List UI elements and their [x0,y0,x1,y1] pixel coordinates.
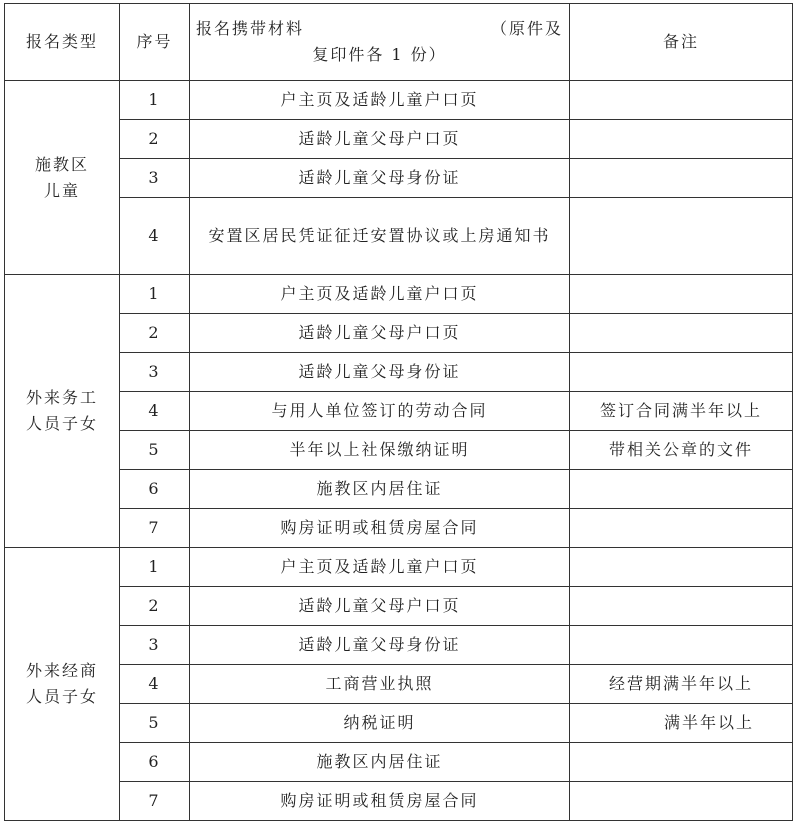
material-cell: 适龄儿童父母户口页 [190,587,570,626]
material-cell: 户主页及适龄儿童户口页 [190,548,570,587]
material-cell: 户主页及适龄儿童户口页 [190,275,570,314]
category-label: 外来务工 [25,388,98,407]
row-number: 2 [120,314,190,353]
category-cell [5,548,120,821]
row-number: 1 [120,81,190,120]
row-number: 4 [120,198,190,275]
table-row [5,470,793,509]
remark-cell: 签订合同满半年以上 [570,392,793,431]
material-cell: 半年以上社保缴纳证明 [190,431,570,470]
material-cell: 适龄儿童父母户口页 [190,120,570,159]
remark-cell [570,314,793,353]
table-row [5,353,793,392]
remark-cell [570,587,793,626]
row-number: 3 [120,159,190,198]
category-label: 外来经商 [25,661,98,680]
table-row [5,198,793,275]
row-number: 5 [120,704,190,743]
remark-cell [570,81,793,120]
table-row [5,782,793,821]
category-label: 施教区 [34,154,89,174]
remark-cell [570,275,793,314]
remark-cell [570,353,793,392]
row-number: 5 [120,431,190,470]
material-cell: 安置区居民凭证征迁安置协议或上房通知书 [190,198,570,275]
table-row [5,665,793,704]
header-remark: 备注 [570,4,793,81]
material-cell: 适龄儿童父母户口页 [190,314,570,353]
registration-materials-document [4,3,792,821]
row-number: 3 [120,353,190,392]
remark-cell: 经营期满半年以上 [570,665,793,704]
material-cell: 与用人单位签订的劳动合同 [190,392,570,431]
header-materials [190,4,570,81]
row-number: 1 [120,275,190,314]
registration-materials-table [4,3,793,821]
remark-cell [570,743,793,782]
table-row [5,275,793,314]
row-number: 2 [120,587,190,626]
header-materials-note-start: （原件及 [490,19,563,38]
row-number: 6 [120,470,190,509]
table-row [5,587,793,626]
material-cell: 工商营业执照 [190,665,570,704]
remark-cell [570,470,793,509]
material-cell: 购房证明或租赁房屋合同 [190,782,570,821]
table-row [5,548,793,587]
remark-cell: 满半年以上 [570,704,793,743]
table-row [5,159,793,198]
remark-cell [570,198,793,275]
remark-cell [570,626,793,665]
row-number: 7 [120,509,190,548]
remark-cell [570,120,793,159]
table-row [5,120,793,159]
remark-cell [570,509,793,548]
table-row [5,81,793,120]
row-number: 3 [120,626,190,665]
table-row [5,704,793,743]
header-category: 报名类型 [5,4,120,81]
table-row [5,392,793,431]
table-row [5,626,793,665]
category-label: 人员子女 [25,687,98,706]
material-cell: 适龄儿童父母身份证 [190,353,570,392]
row-number: 4 [120,392,190,431]
category-label: 儿童 [43,180,80,200]
material-cell: 购房证明或租赁房屋合同 [190,509,570,548]
row-number: 2 [120,120,190,159]
remark-cell [570,782,793,821]
remark-cell: 带相关公章的文件 [570,431,793,470]
table-row [5,743,793,782]
header-number: 序号 [120,4,190,81]
material-cell: 施教区内居住证 [190,470,570,509]
row-number: 4 [120,665,190,704]
table-row [5,314,793,353]
header-materials-note-end: 复印件各 1 份） [312,45,447,64]
material-cell: 纳税证明 [190,704,570,743]
row-number: 1 [120,548,190,587]
material-cell: 施教区内居住证 [190,743,570,782]
category-label: 人员子女 [25,414,98,433]
table-header-row [5,4,793,81]
material-cell: 适龄儿童父母身份证 [190,626,570,665]
header-materials-title: 报名携带材料 [196,19,305,38]
category-cell [5,275,120,548]
material-cell: 户主页及适龄儿童户口页 [190,81,570,120]
table-row [5,509,793,548]
category-cell [5,81,120,275]
material-cell: 适龄儿童父母身份证 [190,159,570,198]
row-number: 6 [120,743,190,782]
remark-cell [570,159,793,198]
remark-cell [570,548,793,587]
row-number: 7 [120,782,190,821]
table-row [5,431,793,470]
